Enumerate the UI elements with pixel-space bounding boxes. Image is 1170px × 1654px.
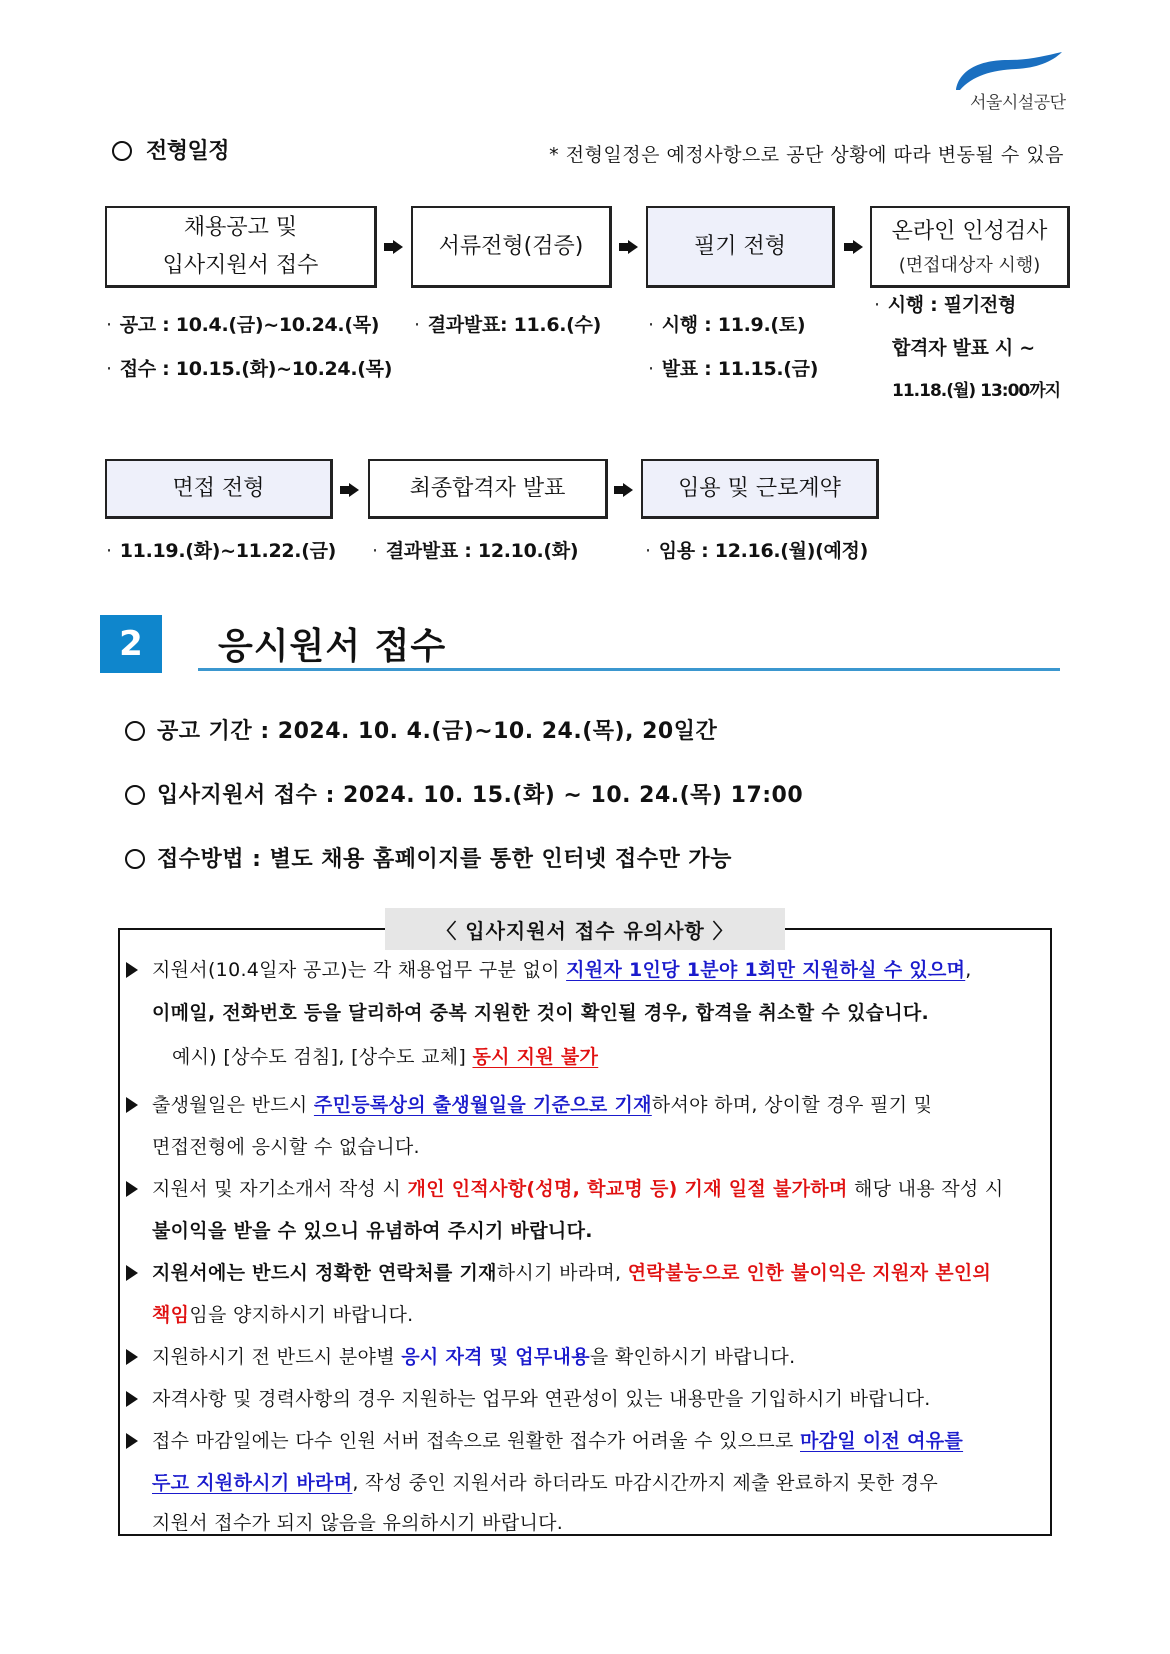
triangle-bullet-icon (126, 1391, 138, 1407)
notice-item: 접수 마감일에는 다수 인원 서버 접속으로 원활한 접수가 어려울 수 있으므로 마감일 이전 여유를 (124, 1426, 963, 1453)
triangle-bullet-icon (126, 1349, 138, 1365)
arrow-right-icon (384, 240, 404, 254)
arrow-right-icon (619, 240, 639, 254)
triangle-bullet-icon (126, 1433, 138, 1449)
detail-item: · 임용 : 12.16.(월)(예정) (645, 540, 868, 562)
step-title: 채용공고 및 (183, 214, 298, 240)
notice-item-cont: 이메일, 전화번호 등을 달리하여 중복 지원한 것이 확인될 경우, 합격을 취소할 수 있습니다. (152, 1002, 930, 1024)
step-appointment-box (641, 459, 879, 519)
notice-title: 〈 입사지원서 접수 유의사항 〉 (385, 908, 785, 950)
schedule-heading (112, 134, 229, 165)
arrow-right-icon (614, 483, 634, 497)
schedule-note: * 전형일정은 예정사항으로 공단 상황에 따라 변동될 수 있음 (549, 144, 1064, 166)
detail-item: 11.18.(월) 13:00까지 (892, 381, 1061, 401)
application-period: 입사지원서 접수 : 2024. 10. 15.(화) ~ 10. 24.(목) 17:00 (125, 778, 803, 809)
notice-item: 지원서(10.4일자 공고)는 각 채용업무 구분 없이 지원자 1인당 1분야 1회만 지원하실 수 있으며, (124, 955, 972, 982)
notice-item: 지원하시기 전 반드시 분야별 응시 자격 및 업무내용을 확인하시기 바랍니다. (124, 1342, 795, 1369)
triangle-bullet-icon (126, 1097, 138, 1113)
section-number-badge: 2 (100, 615, 162, 673)
detail-item: · 시행 : 11.9.(토) (648, 314, 806, 336)
wave-logo-icon (952, 52, 1067, 92)
step-subtitle: (면접대상자 시행) (898, 254, 1041, 276)
circle-bullet-icon (112, 141, 132, 161)
detail-item: · 결과발표 : 12.10.(화) (372, 540, 579, 562)
circle-bullet-icon (125, 785, 145, 805)
notice-item: 지원서에는 반드시 정확한 연락처를 기재하시기 바라며, 연락불능으로 인한 불이익은 지원자 본인의 (124, 1258, 991, 1285)
step-interview-box (105, 459, 333, 519)
triangle-bullet-icon (126, 1181, 138, 1197)
application-method: 접수방법 : 별도 채용 홈페이지를 통한 인터넷 접수만 가능 (125, 842, 732, 873)
notice-item: 출생월일은 반드시 주민등록상의 출생월일을 기준으로 기재하셔야 하며, 상이할 경우 필기 및 (124, 1090, 932, 1117)
step-title: 면접 전형 (172, 475, 265, 501)
step-title: 입사지원서 접수 (162, 252, 319, 278)
step-written-test-box (646, 206, 835, 288)
detail-item: 합격자 발표 시 ~ (892, 337, 1035, 359)
triangle-bullet-icon (126, 1265, 138, 1281)
arrow-right-icon (340, 483, 360, 497)
detail-item: · 공고 : 10.4.(금)~10.24.(목) (106, 314, 380, 336)
notice-item: 자격사항 및 경력사항의 경우 지원하는 업무와 연관성이 있는 내용만을 기입하시기 바랍니다. (124, 1384, 931, 1411)
notice-item-example: 예시) [상수도 검침], [상수도 교체] 동시 지원 불가 (172, 1046, 599, 1068)
section-title: 응시원서 접수 (218, 626, 447, 667)
step-title: 최종합격자 발표 (409, 475, 566, 501)
detail-item: · 접수 : 10.15.(화)~10.24.(목) (106, 358, 393, 380)
notice-item-cont: 불이익을 받을 수 있으니 유념하여 주시기 바랍니다. (152, 1220, 593, 1242)
section-underline (198, 668, 1060, 671)
notice-item-cont: 두고 지원하시기 바라며, 작성 중인 지원서라 하더라도 마감시간까지 제출 완료하지 못한 경우 (152, 1472, 939, 1494)
detail-item: · 발표 : 11.15.(금) (648, 358, 819, 380)
step-final-result-box (368, 459, 608, 519)
step-title: 임용 및 근로계약 (678, 475, 841, 501)
circle-bullet-icon (125, 721, 145, 741)
logo-text: 서울시설공단 (970, 93, 1066, 113)
step-personality-test-box (870, 206, 1070, 288)
detail-item: · 11.19.(화)~11.22.(금) (106, 540, 337, 562)
step-announcement-box (105, 206, 377, 288)
triangle-bullet-icon (126, 962, 138, 978)
step-title: 필기 전형 (693, 233, 786, 259)
step-document-screening-box (411, 206, 612, 288)
detail-item: · 시행 : 필기전형 (874, 294, 1017, 316)
step-title: 온라인 인성검사 (891, 218, 1048, 244)
notice-item-cont: 지원서 접수가 되지 않음을 유의하시기 바랍니다. (152, 1512, 564, 1534)
arrow-right-icon (844, 240, 864, 254)
seoul-facilities-logo (952, 52, 1072, 114)
circle-bullet-icon (125, 849, 145, 869)
notice-item-cont: 면접전형에 응시할 수 없습니다. (152, 1136, 420, 1158)
posting-period: 공고 기간 : 2024. 10. 4.(금)~10. 24.(목), 20일간 (125, 714, 717, 745)
notice-item-cont: 책임임을 양지하시기 바랍니다. (152, 1304, 414, 1326)
notice-item: 지원서 및 자기소개서 작성 시 개인 인적사항(성명, 학교명 등) 기재 일절 불가하며 해당 내용 작성 시 (124, 1174, 1004, 1201)
schedule-heading-text: 전형일정 (146, 139, 230, 164)
detail-item: · 결과발표: 11.6.(수) (414, 314, 601, 336)
step-title: 서류전형(검증) (438, 233, 584, 259)
